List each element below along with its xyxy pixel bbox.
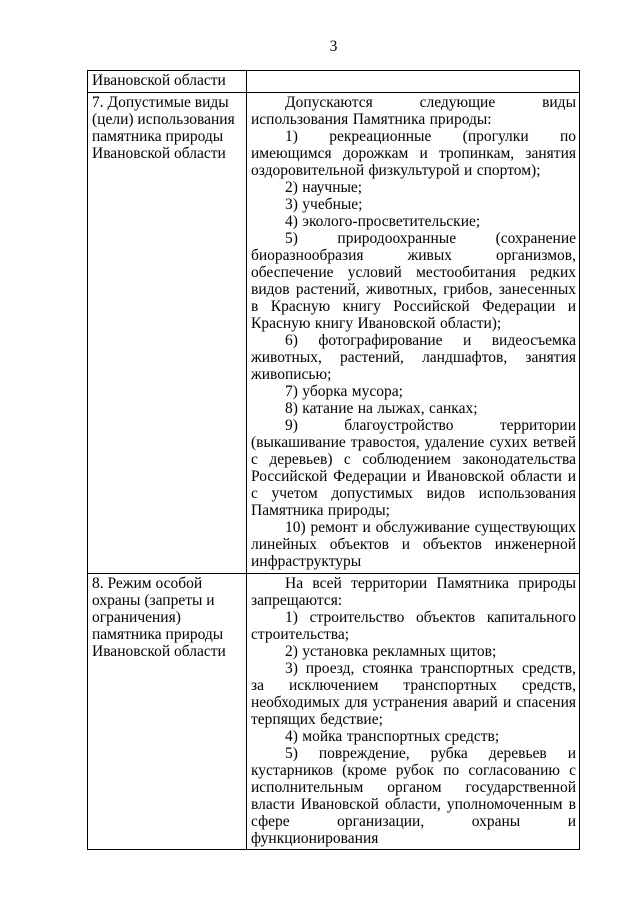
paragraph: 4) эколого-просветительские; [285,213,481,230]
paragraph: Допускаются следующие виды использования Памятника природы: [251,94,576,128]
row-content-cell [247,93,580,574]
row-label-cell: Ивановской области [88,71,247,93]
paragraph: 1) строительство объектов капитального строительства; [251,609,576,643]
paragraph: 3) учебные; [285,196,363,213]
paragraph: 8) катание на лыжах, санках; [285,400,478,417]
table-row-item7 [88,93,580,574]
paragraph: 3) проезд, стоянка транспортных средств, за исключением транспортных средств, необходимых для устранения аварий и спасения терпящих бедствие; [251,660,576,728]
table-row-item8 [88,574,580,850]
row-label-cell: 8. Режим особой охраны (запреты и ограничения) памятника природы Ивановской области [88,574,247,850]
row-content-cell-empty [247,71,580,93]
paragraph: 2) научные; [285,179,363,196]
table-row-continuation [88,71,580,93]
page-number: 3 [329,38,338,55]
paragraph: На всей территории Памятника природы запрещаются: [251,575,576,609]
paragraph: 1) рекреационные (прогулки по имеющимся дорожкам и тропинкам, занятия оздоровительной физкультурой и спортом); [251,128,576,179]
paragraph: 10) ремонт и обслуживание существующих линейных объектов и объектов инженерной инфраструктуры [251,519,576,570]
document-table [87,70,580,850]
paragraph: 6) фотографирование и видеосъемка животных, растений, ландшафтов, занятия живописью; [251,332,576,383]
paragraph: 7) уборка мусора; [285,383,403,400]
paragraph: 2) установка рекламных щитов; [285,643,497,660]
paragraph: 5) природоохранные (сохранение биоразнообразия живых организмов, обеспечение условий местообитания редких видов растений, животных, грибов, занесенных в Красную книгу Российской Федерации и Красную книгу Ивановской области); [251,230,576,332]
paragraph: 5) повреждение, рубка деревьев и кустарников (кроме рубок по согласованию с исполнительным органом государственной власти Ивановской области, уполномоченным в сфере организации, охраны и функционирования [251,745,576,847]
paragraph: 4) мойка транспортных средств; [285,728,500,745]
row-label-cell: 7. Допустимые виды (цели) использования памятника природы Ивановской области [88,93,247,574]
paragraph: 9) благоустройство территории (выкашивание травостоя, удаление сухих ветвей с деревьев) с соблюдением законодательства Российской Федерации и Ивановской области и с учетом допустимых видов использования Памятника природы; [251,417,576,519]
row-content-cell [247,574,580,850]
